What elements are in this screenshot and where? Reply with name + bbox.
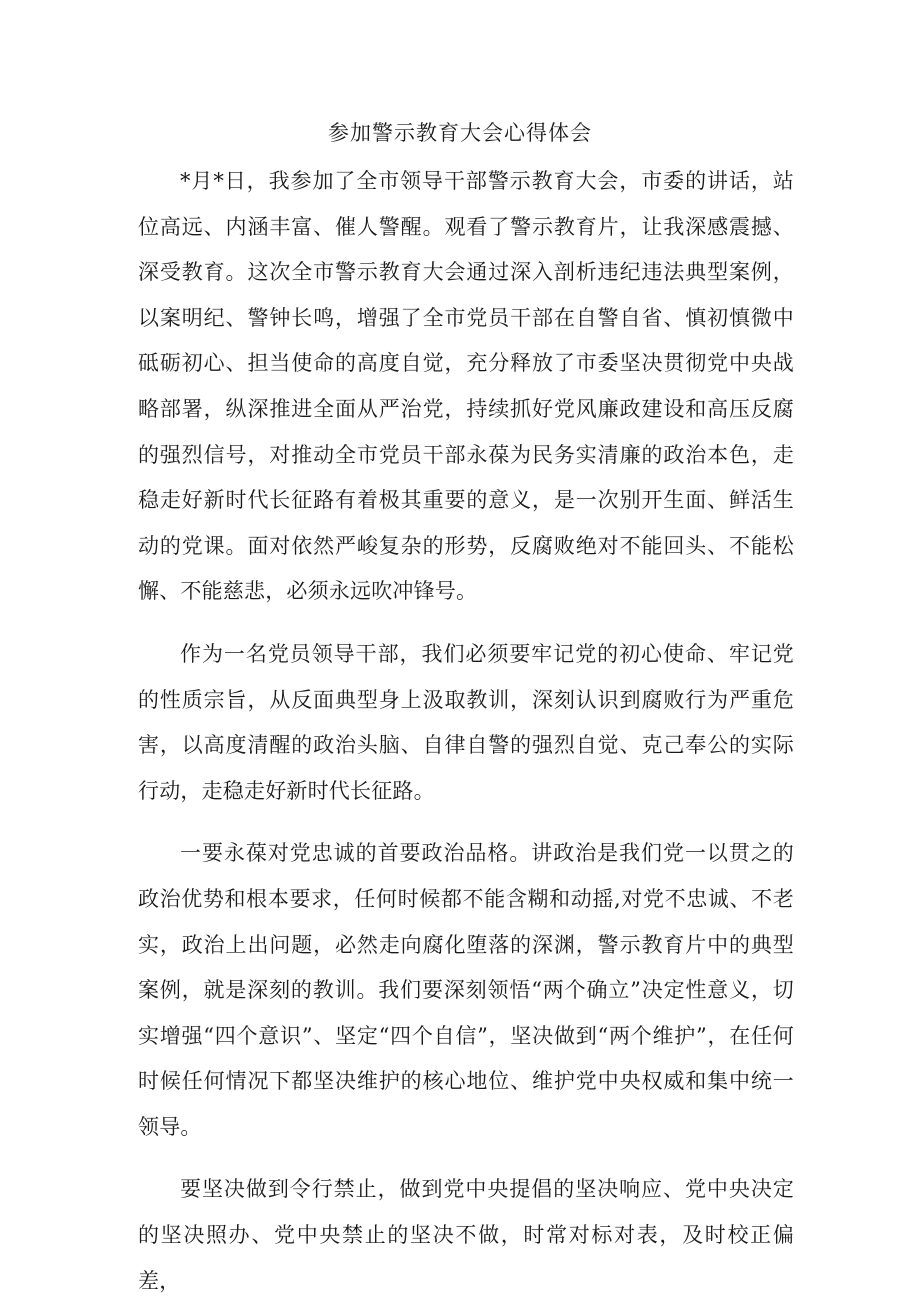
document-body	[138, 159, 794, 1304]
paragraph-2: 作为一名党员领导干部，我们必须要牢记党的初心使命、牢记党的性质宗旨，从反面典型身上汲取教训，深刻认识到腐败行为严重危害，以高度清醒的政治头脑、自律自警的强烈自觉、克己奉公的实际行动，走稳走好新时代长征路。	[138, 641, 794, 803]
paragraph-3: 一要永葆对党忠诚的首要政治品格。讲政治是我们党一以贯之的政治优势和根本要求，任何时候都不能含糊和动摇,对党不忠诚、不老实，政治上出问题，必然走向腐化堕落的深渊，警示教育片中的典型案例，就是深刻的教训。我们要深刻领悟“两个确立”决定性意义，切实增强“四个意识”、坚定“四个自信”，坚决做到“两个维护”，在任何时候任何情况下都坚决维护的核心地位、维护党中央权威和集中统一领导。	[138, 841, 794, 1139]
document-title: 参加警示教育大会心得体会	[328, 121, 592, 145]
paragraph-1: *月*日，我参加了全市领导干部警示教育大会，市委的讲话，站位高远、内涵丰富、催人警醒。观看了警示教育片，让我深感震撼、深受教育。这次全市警示教育大会通过深入剖析违纪违法典型案例，以案明纪、警钟长鸣，增强了全市党员干部在自警自省、慎初慎微中砥砺初心、担当使命的高度自觉，充分释放了市委坚决贯彻党中央战略部署，纵深推进全面从严治党，持续抓好党风廉政建设和高压反腐的强烈信号，对推动全市党员干部永葆为民务实清廉的政治本色，走稳走好新时代长征路有着极其重要的意义，是一次别开生面、鲜活生动的党课。面对依然严峻复杂的形势，反腐败绝对不能回头、不能松懈、不能慈悲，必须永远吹冲锋号。	[138, 169, 794, 604]
paragraph-4: 要坚决做到令行禁止，做到党中央提倡的坚决响应、党中央决定的坚决照办、党中央禁止的坚决不做，时常对标对表，及时校正偏差，	[138, 1177, 794, 1293]
